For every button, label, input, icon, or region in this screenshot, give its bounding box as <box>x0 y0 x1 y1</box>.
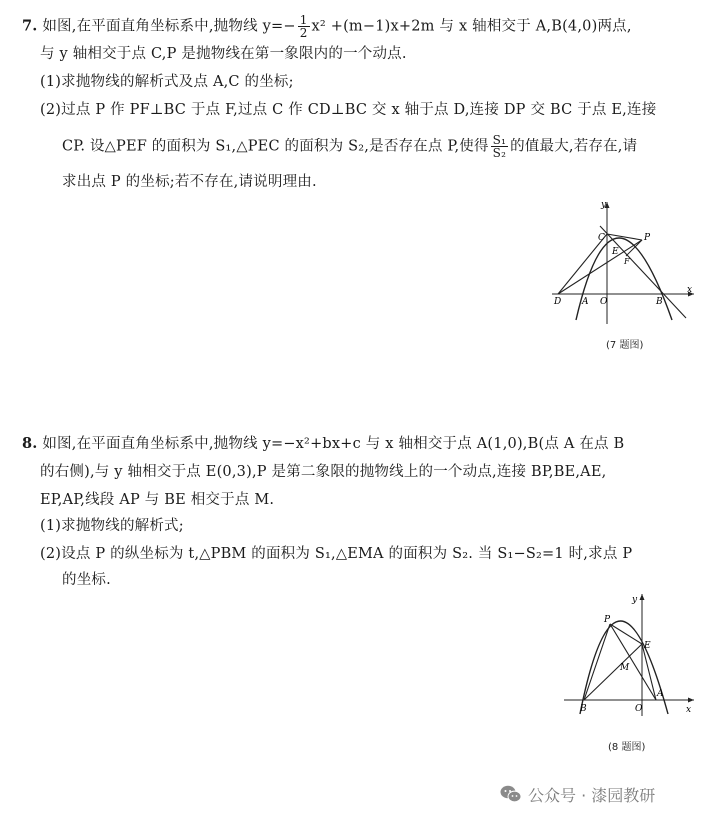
wechat-icon <box>500 784 522 804</box>
label-o: O <box>635 704 643 714</box>
problem-7-line-6: 求出点 P 的坐标;若不存在,请说明理由. <box>62 174 317 190</box>
label-y: y <box>632 595 638 605</box>
x-axis-arrow-icon <box>688 698 694 703</box>
y-axis-arrow-icon <box>640 594 645 600</box>
problem-8-line-6: 的坐标. <box>62 572 111 588</box>
problem-8-figure <box>560 590 700 720</box>
problem-8-line-1: 8. 如图,在平面直角坐标系中,抛物线 y=−x²+bx+c 与 x 轴相交于点 A(1,0),B(点 A 在点 B <box>22 435 625 452</box>
watermark-text: 公众号 · 漆园教研 <box>528 785 656 805</box>
watermark <box>500 782 655 806</box>
problem-8-caption: (8 题图) <box>608 742 646 753</box>
problem-8-part-1: (1)求抛物线的解析式; <box>40 518 184 534</box>
label-d: D <box>554 297 562 307</box>
problem-8-line-2: 的右侧),与 y 轴相交于点 E(0,3),P 是第二象限的抛物线上的一个动点,连接 BP,BE,AE, <box>40 464 607 480</box>
problem-7-part-2: (2)过点 P 作 PF⊥BC 于点 F,过点 C 作 CD⊥BC 交 x 轴于点 D,连接 DP 交 BC 于点 E,连接 <box>40 102 657 118</box>
segment-cd <box>558 234 607 294</box>
label-x: x <box>687 285 693 295</box>
problem-7-line-5: CP. 设△PEF 的面积为 S₁,△PEC 的面积为 S₂,是否存在点 P,使得 $\frac{\text{S₁}}{\text{S₂}}$ 的值最大,若存在,请 <box>62 133 638 160</box>
label-a: A <box>582 297 589 307</box>
label-e: E <box>612 247 619 257</box>
label-o: O <box>600 297 608 307</box>
label-b: B <box>580 704 587 714</box>
line-bc <box>600 226 686 318</box>
label-b: B <box>656 297 663 307</box>
label-f: F <box>624 257 630 266</box>
segment-be <box>584 644 642 700</box>
label-e: E <box>644 641 651 651</box>
problem-8-line-3: EP,AP,线段 AP 与 BE 相交于点 M. <box>40 492 275 508</box>
problem-7-figure <box>548 196 700 326</box>
label-a: A <box>657 689 664 699</box>
fraction-s1-s2: $\frac{\text{S₁}}{\text{S₂}}$ <box>492 133 507 160</box>
problem-7-number: 7. <box>22 17 38 35</box>
problem-7-line-1: 7. 如图,在平面直角坐标系中,抛物线 y=− $\frac{1}{2}$ x² +(m−1)x+2m 与 x 轴相交于 A,B(4,0)两点, <box>22 13 632 40</box>
problem-7-line-2: 与 y 轴相交于点 C,P 是抛物线在第一象限内的一个动点. <box>40 46 407 62</box>
segment-pf <box>626 240 642 256</box>
segment-ae <box>642 644 656 700</box>
segment-dp <box>558 240 642 294</box>
problem-8-part-2: (2)设点 P 的纵坐标为 t,△PBM 的面积为 S₁,△EMA 的面积为 S₂. 当 S₁−S₂=1 时,求点 P <box>40 546 633 562</box>
segment-ap <box>610 624 656 700</box>
label-c: C <box>598 233 605 243</box>
parabola-7 <box>576 238 672 320</box>
label-y: y <box>601 200 607 210</box>
label-p: P <box>644 233 651 243</box>
label-p: P <box>604 615 611 625</box>
label-m: M <box>620 663 630 673</box>
problem-8-number: 8. <box>22 435 38 452</box>
label-x: x <box>686 705 692 715</box>
problem-7-caption: (7 题图) <box>606 340 644 351</box>
segment-bp <box>584 624 610 700</box>
problem-7-part-1: (1)求抛物线的解析式及点 A,C 的坐标; <box>40 74 294 90</box>
fraction-one-half: $\frac{1}{2}$ <box>299 13 308 40</box>
